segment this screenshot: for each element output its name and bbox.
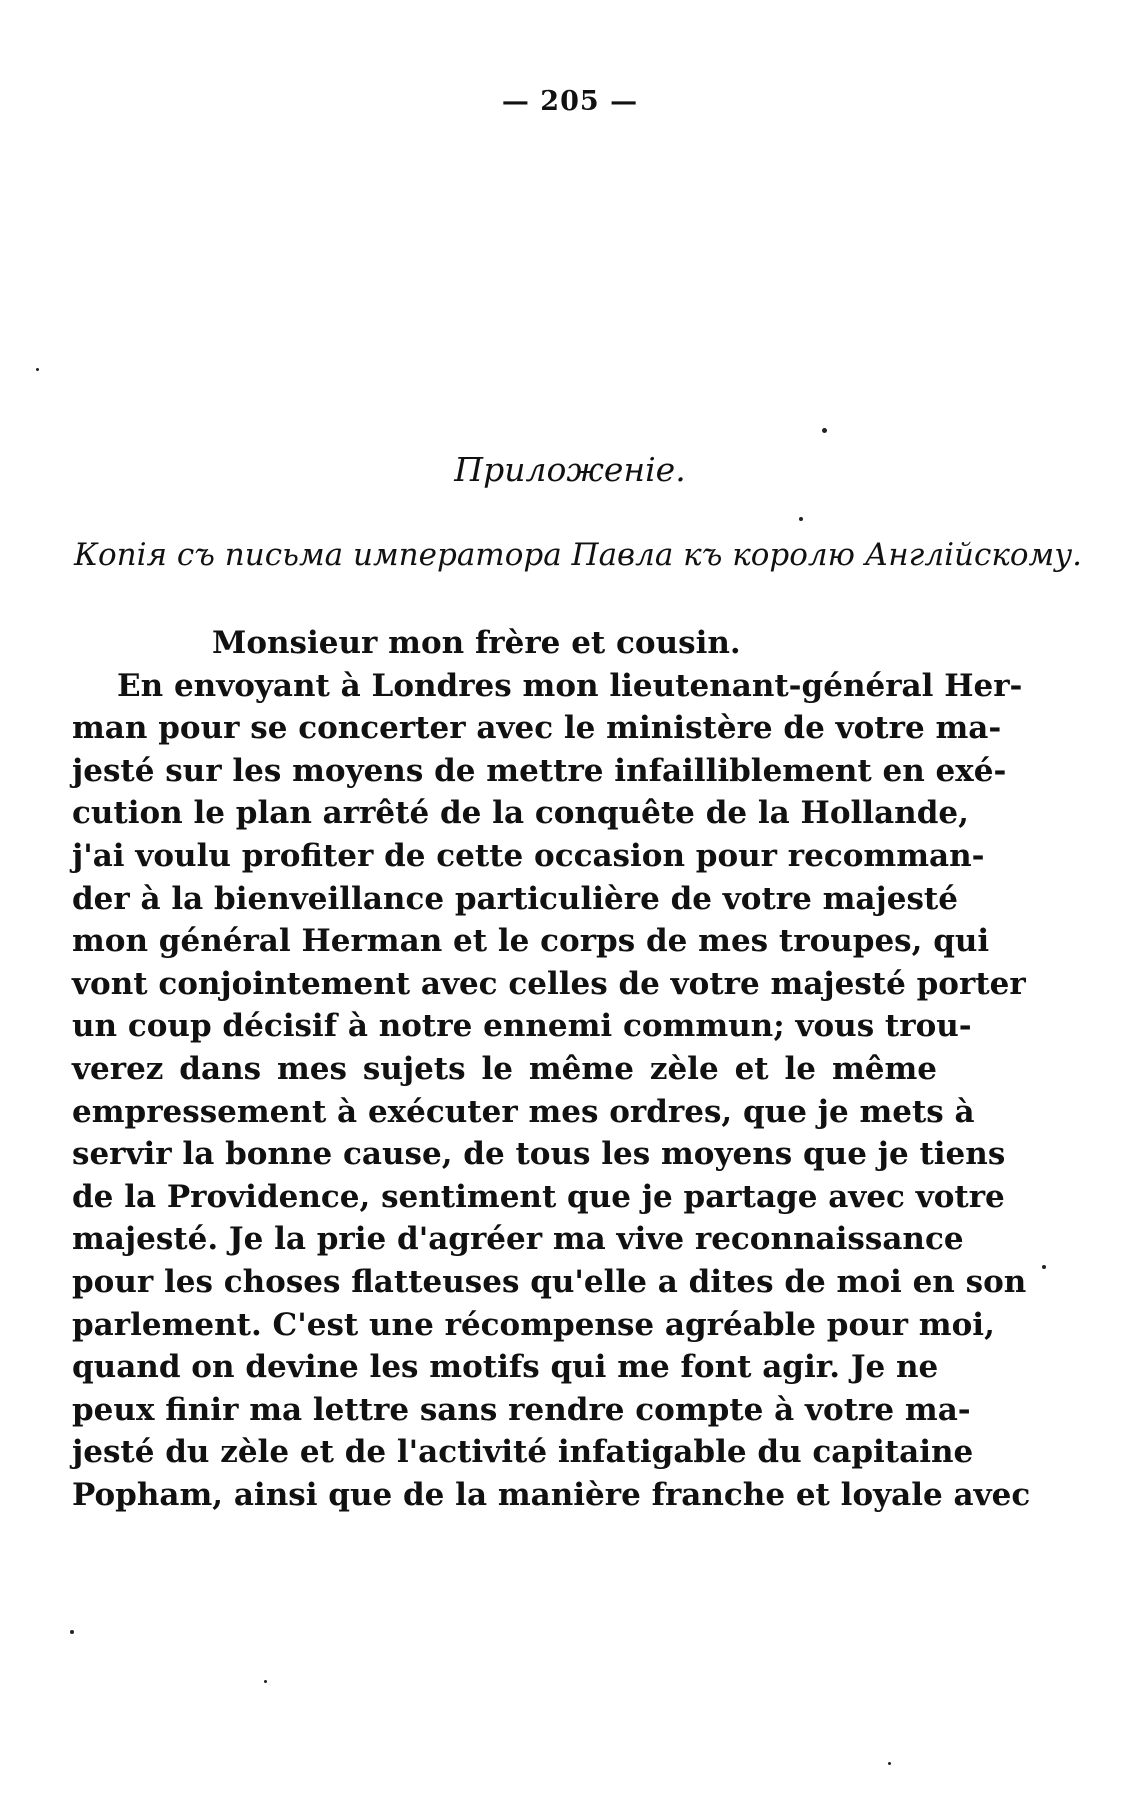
- letter-body: [72, 622, 1031, 1516]
- scan-speck: [264, 1680, 267, 1683]
- text-line: peux finir ma lettre sans rendre compte à votre ma-: [72, 1391, 971, 1428]
- text-line: verez dans mes sujets le même zèle et le même: [72, 1050, 937, 1087]
- scan-speck: [70, 1630, 74, 1634]
- text-line: mon général Herman et le corps de mes troupes, qui: [72, 923, 990, 960]
- text-line: servir la bonne cause, de tous les moyens que je tiens: [72, 1136, 1006, 1173]
- text-line: der à la bienveillance particulière de votre majesté: [72, 880, 958, 917]
- text-line: jesté du zèle et de l'activité infatigable du capitaine: [72, 1434, 974, 1471]
- text-line: empressement à exécuter mes ordres, que je mets à: [72, 1093, 975, 1130]
- text-line: un coup décisif à notre ennemi commun; vous trou-: [72, 1008, 972, 1045]
- text-line: Popham, ainsi que de la manière franche et loyale avec: [72, 1476, 1031, 1513]
- text-line: quand on devine les motifs qui me font agir. Je ne: [72, 1349, 939, 1386]
- scan-speck: [799, 517, 803, 521]
- text-line: de la Providence, sentiment que je partage avec votre: [72, 1178, 1005, 1215]
- letter-salutation: Monsieur mon frère et cousin.: [212, 625, 741, 661]
- scan-speck: [1042, 1265, 1046, 1269]
- scan-speck: [888, 1762, 891, 1765]
- text-line: j'ai voulu profiter de cette occasion pour recomman-: [72, 837, 985, 874]
- text-line: vont conjointement avec celles de votre majesté porter: [72, 965, 1026, 1002]
- text-line: pour les choses flatteuses qu'elle a dites de moi en son: [72, 1263, 1027, 1300]
- text-line: parlement. C'est une récompense agréable pour moi,: [72, 1306, 995, 1343]
- text-line: cution le plan arrêté de la conquête de la Hollande,: [72, 795, 969, 832]
- text-line: man pour se concerter avec le ministère de votre ma-: [72, 710, 1002, 747]
- text-line: En envoyant à Londres mon lieutenant-général Her-: [117, 667, 1023, 704]
- page-number: — 205 —: [501, 86, 639, 117]
- scan-speck: [36, 368, 39, 371]
- text-line: majesté. Je la prie d'agréer ma vive reconnaissance: [72, 1221, 964, 1258]
- appendix-heading: Приложеніе.: [454, 450, 686, 489]
- scan-speck: [822, 428, 827, 433]
- letter-subheading: Копія съ письма императора Павла къ королю Англійскому.: [74, 537, 1083, 573]
- text-line: jesté sur les moyens de mettre infailliblement en exé-: [72, 752, 1007, 789]
